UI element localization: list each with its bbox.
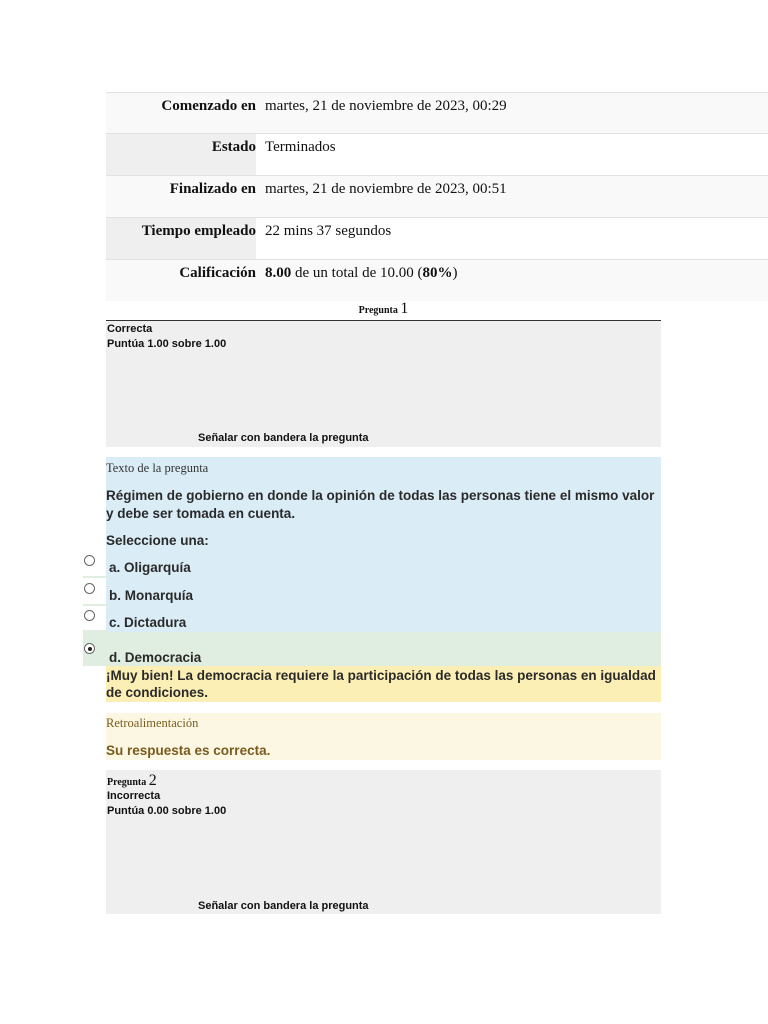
- select-one-label: Seleccione una:: [106, 533, 209, 548]
- question-1-info: [106, 321, 661, 447]
- started-label: Comenzado en: [161, 98, 256, 114]
- grade-value: [265, 262, 457, 284]
- option-c-label[interactable]: c. Dictadura: [109, 615, 187, 630]
- grade-percent: 80%: [422, 265, 453, 281]
- option-c-underline: [83, 630, 108, 632]
- state-label: Estado: [211, 139, 256, 155]
- option-d-label[interactable]: d. Democracia: [109, 650, 202, 665]
- started-value: martes, 21 de noviembre de 2023, 00:29: [265, 98, 507, 114]
- summary-row-state: [106, 133, 768, 175]
- question-1-prompt: Régimen de gobierno en donde la opinión de todas las personas tiene el mismo valor y debe ser tomada en cuenta.: [106, 488, 655, 521]
- option-d-selected-dot: [88, 647, 92, 651]
- finished-label: Finalizado en: [169, 181, 256, 197]
- specific-feedback-text: ¡Muy bien! La democracia requiere la participación de todas las personas en igualdad de condiciones.: [106, 668, 656, 700]
- summary-row-time: [106, 217, 768, 259]
- option-a-radio[interactable]: [84, 555, 95, 566]
- option-b-radio[interactable]: [84, 583, 95, 594]
- question-text-label: Texto de la pregunta: [106, 461, 209, 475]
- question-2-status: Incorrecta: [107, 790, 161, 802]
- grade-close: ): [452, 265, 458, 281]
- summary-row-finished: [106, 175, 768, 217]
- option-c-radio[interactable]: [84, 610, 95, 621]
- question-2-flag-link[interactable]: Señalar con bandera la pregunta: [198, 900, 369, 912]
- question-1-heading-word: Pregunta: [358, 305, 398, 316]
- feedback-heading: Retroalimentación: [106, 716, 199, 730]
- grade-score: 8.00: [265, 265, 292, 281]
- question-1-heading: [106, 300, 661, 321]
- grade-total-text: de un total de 10.00 (: [291, 265, 423, 281]
- question-2-heading-word: Pregunta: [107, 777, 147, 788]
- question-2-points: Puntúa 0.00 sobre 1.00: [107, 805, 227, 817]
- finished-value: martes, 21 de noviembre de 2023, 00:51: [265, 181, 507, 197]
- option-a-underline: [83, 576, 108, 578]
- grade-label: Calificación: [179, 265, 256, 281]
- option-a-label[interactable]: a. Oligarquía: [109, 560, 191, 575]
- summary-row-grade: [106, 259, 768, 301]
- question-2-heading: [107, 772, 157, 790]
- time-value: 22 mins 37 segundos: [265, 223, 392, 239]
- summary-row-started: [106, 92, 768, 134]
- option-d-radio[interactable]: [84, 643, 95, 654]
- time-label: Tiempo empleado: [141, 223, 256, 239]
- question-2-info: [106, 770, 661, 914]
- question-1-points: Puntúa 1.00 sobre 1.00: [107, 338, 227, 350]
- question-2-number: 2: [148, 772, 157, 789]
- question-1-number: 1: [400, 300, 409, 317]
- state-value: Terminados: [265, 139, 336, 155]
- general-feedback-text: Su respuesta es correcta.: [106, 743, 271, 758]
- option-b-label[interactable]: b. Monarquía: [109, 588, 193, 603]
- option-b-underline: [83, 604, 108, 606]
- question-1-flag-link[interactable]: Señalar con bandera la pregunta: [198, 432, 369, 444]
- question-1-status: Correcta: [107, 323, 153, 335]
